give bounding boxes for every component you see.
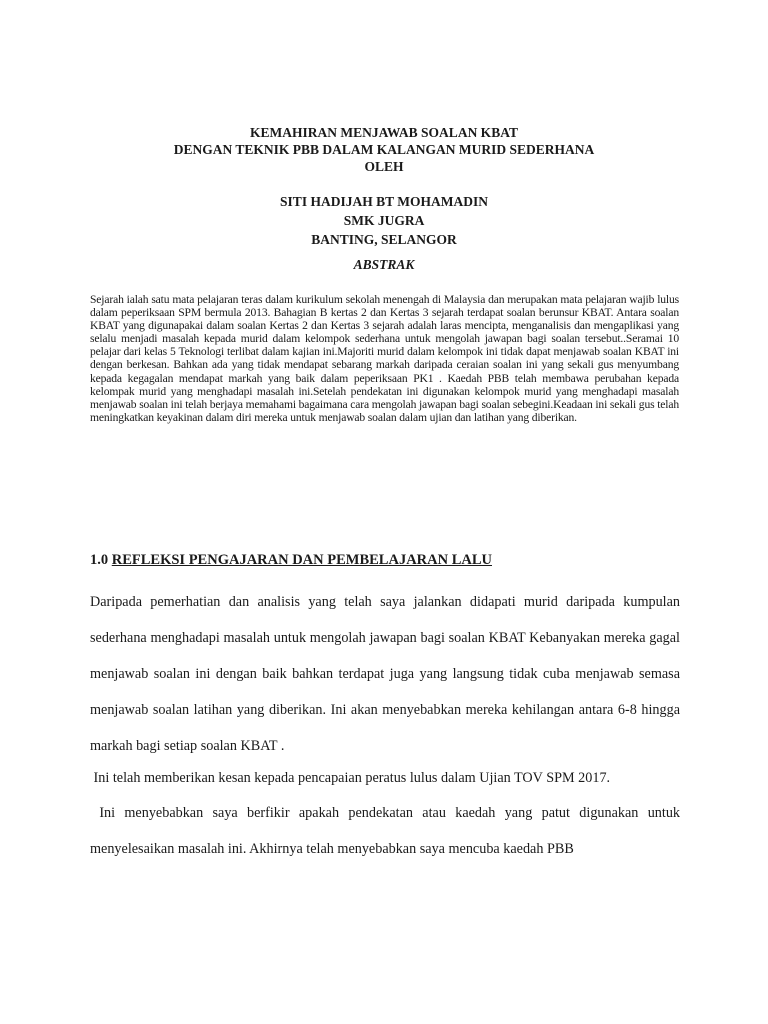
title-line-3: OLEH [364,159,404,174]
section-title: REFLEKSI PENGAJARAN DAN PEMBELAJARAN LALU [111,552,492,568]
abstract-heading: ABSTRAK [353,257,415,272]
title-line-2: DENGAN TEKNIK PBB DALAM KALANGAN MURID SEDERHANA [173,142,595,157]
author-block [0,192,768,249]
document-title [0,124,768,175]
body-paragraph-1: Daripada pemerhatian dan analisis yang telah saya jalankan didapati murid daripada kumpulan sederhana menghadapi masalah untuk mengolah jawapan bagi soalan KBAT Kebanyakan mereka gagal menjawab soalan ini dengan baik bahkan terdapat juga yang langsung tidak cuba menjawab semasa menjawab soalan latihan yang diberikan. Ini akan menyebabkan mereka kehilangan antara 6-8 hingga markah bagi setiap soalan KBAT . [90,594,680,754]
section-heading [90,552,492,569]
author-location: BANTING, SELANGOR [311,232,457,247]
author-school: SMK JUGRA [343,213,425,228]
body-paragraph-2: Ini telah memberikan kesan kepada pencapaian peratus lulus dalam Ujian TOV SPM 2017. [90,770,611,786]
abstract-text: Sejarah ialah satu mata pelajaran teras dalam kurikulum sekolah menengah di Malaysia dan merupakan mata pelajaran wajib lulus dalam peperiksaan SPM bermula 2013. Bahagian B kertas 2 dan Kertas 3 sejarah terdapat soalan berunsur KBAT. Antara soalan KBAT yang digunapakai dalam soalan Kertas 2 dan Kertas 3 sejarah adalah laras mencipta, menganalisis dan mengaplikasi yang selalu menjadi masalah kepada murid dalam kelompok sederhana untuk mengolah jawapan bagi soalan tersebut..Seramai 10 pelajar dari kelas 5 Teknologi terlibat dalam kajian ini.Majoriti murid dalam kelompok ini tidak dapat menjawab soalan KBAT ini dengan berkesan. Bahkan ada yang tidak mendapat sebarang markah daripada ceraian soalan ini yang sekali gus menyumbang kepada kegagalan mendapat markah yang baik dalam peperiksaan PK1 . Kaedah PBB telah membawa perubahan kepada kelompak murid yang menghadapi masalah ini.Setelah pendekatan ini digunakan kelompok murid yang menghadapi masalah menjawab soalan ini telah berjaya memahami bagaimana cara mengolah jawapan bagi soalan sebegini.Keadaan ini sekali gus telah meningkatkan keyakinan dalam diri mereka untuk menjawab soalan dalam ujian dan latihan yang diberikan. [90,293,679,424]
section-number: 1.0 [90,552,109,568]
author-name: SITI HADIJAH BT MOHAMADIN [280,194,488,209]
body-paragraph-3: Ini menyebabkan saya berfikir apakah pendekatan atau kaedah yang patut digunakan untuk menyelesaikan masalah ini. Akhirnya telah menyebabkan saya mencuba kaedah PBB [90,805,684,857]
title-line-1: KEMAHIRAN MENJAWAB SOALAN KBAT [250,125,518,140]
